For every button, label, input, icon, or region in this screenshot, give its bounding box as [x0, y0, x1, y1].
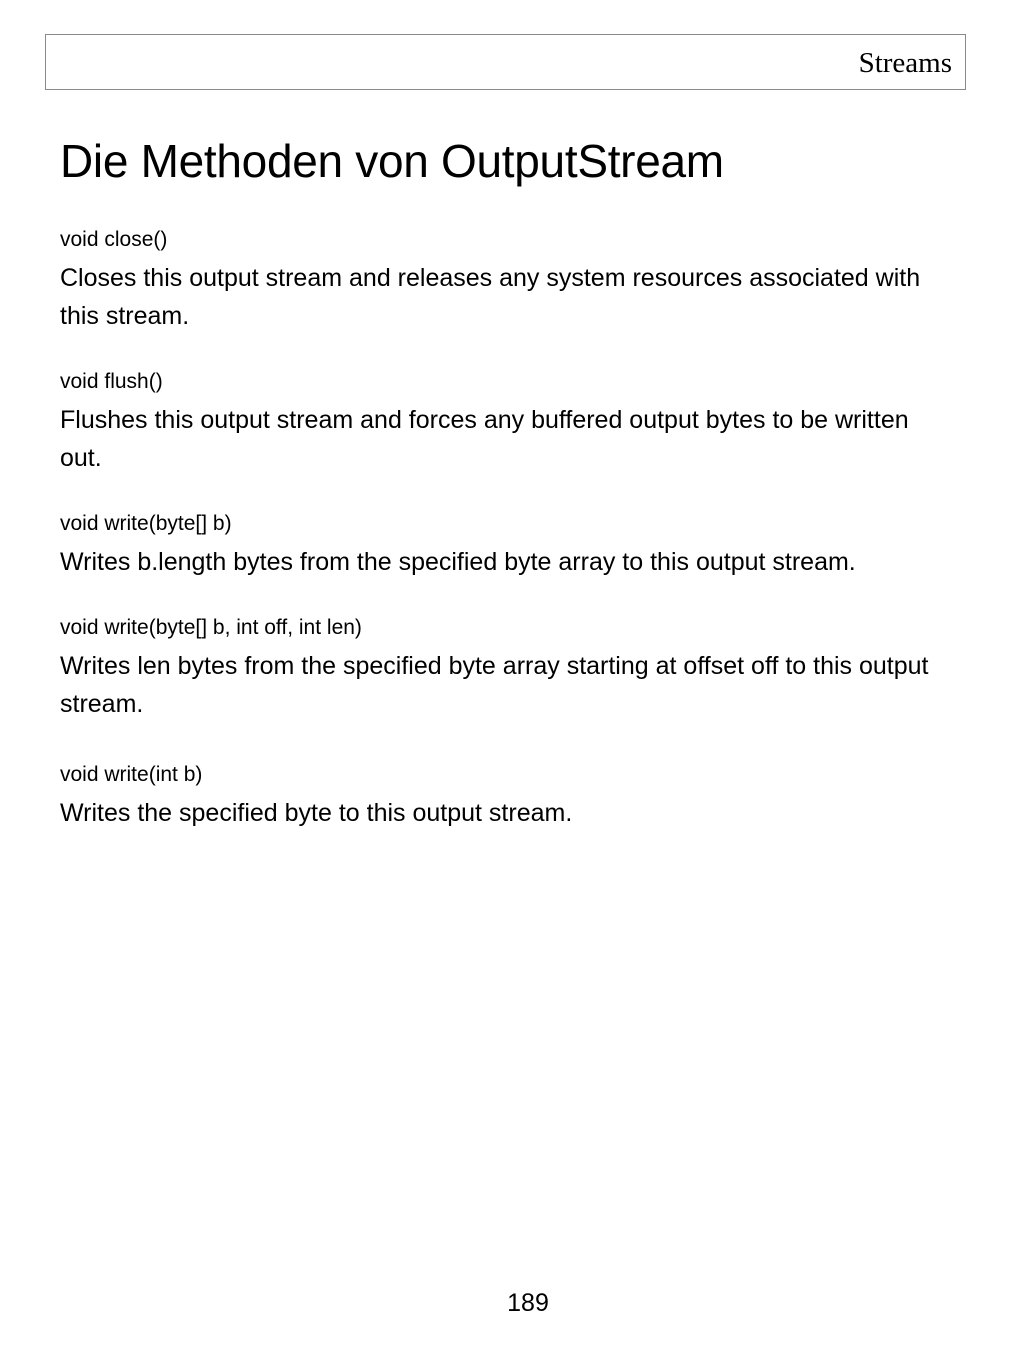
method-signature: void write(int b): [60, 763, 203, 786]
method-signature: void flush(): [60, 370, 163, 393]
method-description: Writes len bytes from the specified byte array starting at offset off to this output stream.: [60, 652, 929, 718]
method-signature: void write(byte[] b, int off, int len): [60, 616, 362, 639]
method-write-byte-array-offset: [60, 615, 940, 723]
page-title: Die Methoden von OutputStream: [60, 135, 724, 187]
method-signature: void write(byte[] b): [60, 512, 232, 535]
section-label: Streams: [858, 47, 952, 79]
method-flush: [60, 369, 940, 477]
method-description: Writes b.length bytes from the specified byte array to this output stream.: [60, 548, 856, 576]
method-write-byte-array: [60, 511, 940, 581]
page-number: 189: [507, 1289, 549, 1317]
header-box: [45, 34, 966, 90]
method-description: Writes the specified byte to this output stream.: [60, 799, 573, 827]
method-write-int: [60, 762, 940, 832]
method-close: [60, 227, 940, 335]
method-description: Closes this output stream and releases any system resources associated with this stream.: [60, 264, 921, 330]
method-description: Flushes this output stream and forces any buffered output bytes to be written out.: [60, 406, 909, 472]
method-signature: void close(): [60, 228, 168, 251]
